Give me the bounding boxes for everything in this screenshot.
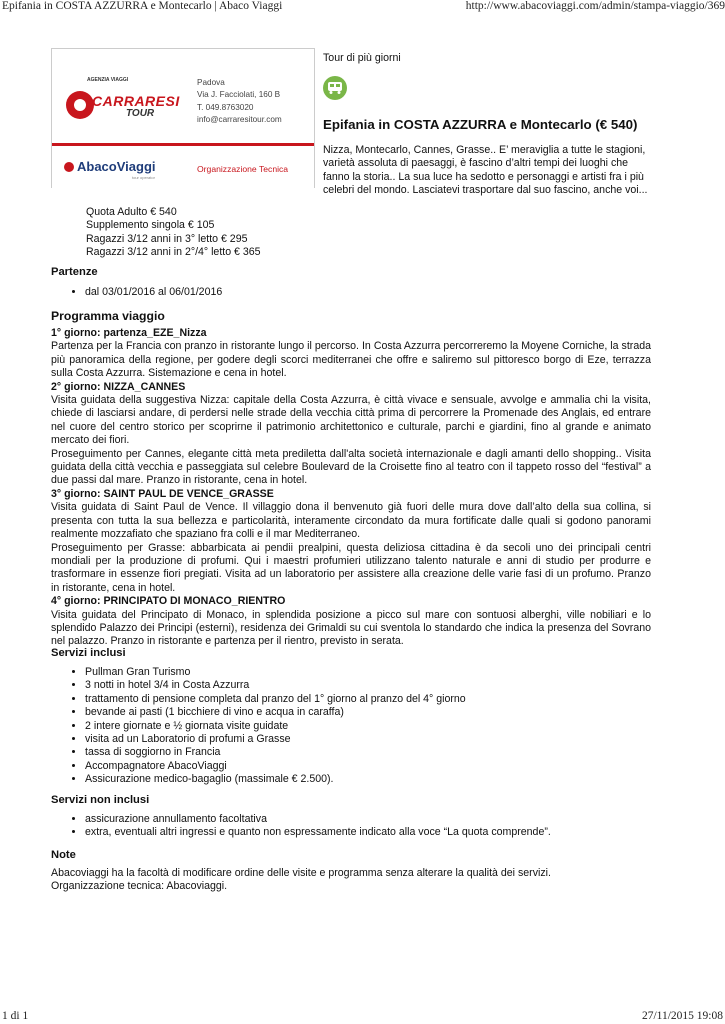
price-adult: Quota Adulto € 540 (86, 206, 177, 218)
brand-sub: TOUR (126, 108, 155, 119)
list-item: • trattamento di pensione completa dal pranzo del 1° giorno al pranzo del 4° giorno (85, 693, 466, 706)
agency-logo (51, 48, 315, 188)
agency-address (197, 77, 282, 126)
day-3-text-b: Proseguimento per Grasse: abbarbicata ai pendii prealpini, questa deliziosa cittadina è da secoli uno dei principali centri mondiali per la produzione di profumi. Qui i maestri profumieri utilizzano talento naturale e anni di studio per produrre e trasformare in essenze fiori pregiati. Visita ad un laboratorio per assistere alla creazione delle varie fasi di un profumo. Pranzo in ristorante, cena in hotel. (51, 541, 651, 594)
trip-title: Epifania in COSTA AZZURRA e Montecarlo (€ 540) (323, 117, 638, 132)
address-email: info@carraresitour.com (197, 114, 282, 124)
address-street: Via J. Facciolati, 160 B (197, 90, 281, 100)
list-item: • Pullman Gran Turismo (85, 666, 466, 679)
notes-body (51, 867, 651, 894)
list-item: • bevande ai pasti (1 bicchiere di vino e acqua in caraffa) (85, 706, 466, 719)
print-footer-date: 27/11/2015 19:08 (641, 1010, 723, 1022)
abacoviaggi-brand (64, 159, 156, 174)
abaco-mark-icon (64, 162, 74, 172)
price-single-supplement: Supplemento singola € 105 (86, 219, 215, 232)
included-list (70, 666, 466, 787)
trip-summary: Nizza, Montecarlo, Cannes, Grasse.. E’ meraviglia a tutte le stagioni, varietà assoluta di paesaggi, è fascino d’altri tempi dei luoghi che fanno la storia.. La sua luce ha sedotto e personaggi e artisti fra i più celebri del mondo. Lasciatevi trasportare dal suo fascino, anche voi... (323, 144, 648, 197)
logo-agency-tag: AGENZIA VIAGGI (87, 77, 129, 83)
tour-type: Tour di più giorni (323, 52, 401, 64)
carraresi-brand (66, 87, 186, 125)
price-list (86, 206, 261, 260)
list-item: • Accompagnatore AbacoViaggi (85, 760, 466, 773)
logo-bottom (52, 143, 314, 190)
day-1-title: 1° giorno: partenza_EZE_Nizza (51, 327, 207, 339)
departures-heading: Partenze (51, 266, 98, 278)
list-item: • extra, eventuali altri ingressi e quanto non espressamente indicato alla voce “La quota comprende”. (85, 826, 551, 839)
carraresi-mark-icon (66, 91, 94, 119)
list-item: • tassa di soggiorno in Francia (85, 746, 466, 759)
list-item: • 2 intere giornate e ½ giornata visite guidate (85, 720, 466, 733)
day-3-title: 3° giorno: SAINT PAUL DE VENCE_GRASSE (51, 487, 274, 500)
list-item: • Assicurazione medico-bagaglio (massimale € 2.500). (85, 773, 466, 786)
abaco-name: AbacoViaggi (77, 159, 156, 174)
print-header-url: http://www.abacoviaggi.com/admin/stampa-viaggio/369 (465, 0, 725, 12)
program-body (51, 327, 651, 649)
logo-top (52, 49, 314, 143)
note-line: Abacoviaggi ha la facoltà di modificare ordine delle visite e programma senza alterare la qualità dei servizi. (51, 867, 551, 879)
program-heading: Programma viaggio (51, 309, 165, 323)
price-child-3rd-bed: Ragazzi 3/12 anni in 3° letto € 295 (86, 232, 248, 245)
list-item: • assicurazione annullamento facoltativa (85, 813, 551, 826)
list-item: • dal 03/01/2016 al 06/01/2016 (85, 286, 222, 299)
brand-name: CARRARESI (92, 93, 180, 109)
departures-list (70, 286, 222, 299)
note-line: Organizzazione tecnica: Abacoviaggi. (51, 880, 228, 893)
bus-icon (323, 76, 347, 100)
day-4-text: Visita guidata del Principato di Monaco, in splendida posizione a picco sul mare con sontuosi alberghi, ville nobiliari e lo splendido Palazzo dei Principi (esterni), residenza dei Grimaldi su cui sventola lo standardo che indica la presenza del Sovrano nel palazzo. Pranzo in ristorante e partenza per il rientro, previsto in serata. (51, 608, 651, 648)
address-phone: T. 049.8763020 (197, 102, 254, 112)
address-city: Padova (197, 78, 225, 87)
notes-heading: Note (51, 849, 76, 861)
abaco-tagline: tour operator (132, 175, 155, 180)
excluded-heading: Servizi non inclusi (51, 794, 150, 806)
org-caption: Organizzazione Tecnica (197, 164, 289, 174)
print-header-title: Epifania in COSTA AZZURRA e Montecarlo | Abaco Viaggi (2, 0, 283, 12)
day-2-title: 2° giorno: NIZZA_CANNES (51, 380, 186, 393)
day-2-text-a: Visita guidata della suggestiva Nizza: capitale della Costa Azzurra, è città vivace e sensuale, avvolge e ammalia chi la visita, chiede di lasciarsi andare, di perdersi nelle strade della vecchia città prima di percorrere la Promenade des Anglais, ed entrare nel cuore del centro storico per scoprirne il patrimonio architettonico e culturale, parchi e giardini, fino al grande e animato mercato dei fiori. (51, 394, 651, 447)
price-child-2nd-4th-bed: Ragazzi 3/12 anni in 2°/4° letto € 365 (86, 246, 261, 259)
list-item: • 3 notti in hotel 3/4 in Costa Azzurra (85, 679, 466, 692)
day-1-text: Partenza per la Francia con pranzo in ristorante lungo il percorso. In Costa Azzurra percorreremo la Moyene Corniche, la strada più panoramica della regione, per godere degli scorci mediterranei che offre e saliremo sul pittoresco borgo di Eze, terrazza sulla Costa Azzurra. Sistemazione e cena in hotel. (51, 340, 651, 380)
day-4-title: 4° giorno: PRINCIPATO DI MONACO_RIENTRO (51, 595, 286, 608)
day-3-text-a: Visita guidata di Saint Paul de Vence. Il villaggio dona il benvenuto già fuori delle mura dove dall’alto della sua collina, si presenta con tutta la sua bellezza e particolarità, interamente circondato da mura fortificate dalle quali si godono panorami realmente mozzafiato che spaziano fra colli e il mar Mediterraneo. (51, 501, 651, 541)
excluded-list (70, 813, 551, 840)
list-item: • visita ad un Laboratorio di profumi a Grasse (85, 733, 466, 746)
included-heading: Servizi inclusi (51, 647, 126, 659)
print-footer-page: 1 di 1 (2, 1010, 29, 1022)
day-2-text-b: Proseguimento per Cannes, elegante città meta prediletta dall'alta società internazionale e dagli amanti dello shopping.. Visita guidata della città vecchia e passeggiata sul celebre Boulevard de la Croisette fino al teatro con il tappeto rosso del “festival” a due passi dal mare. Pranzo in ristorante, cena in hotel. (51, 447, 651, 487)
